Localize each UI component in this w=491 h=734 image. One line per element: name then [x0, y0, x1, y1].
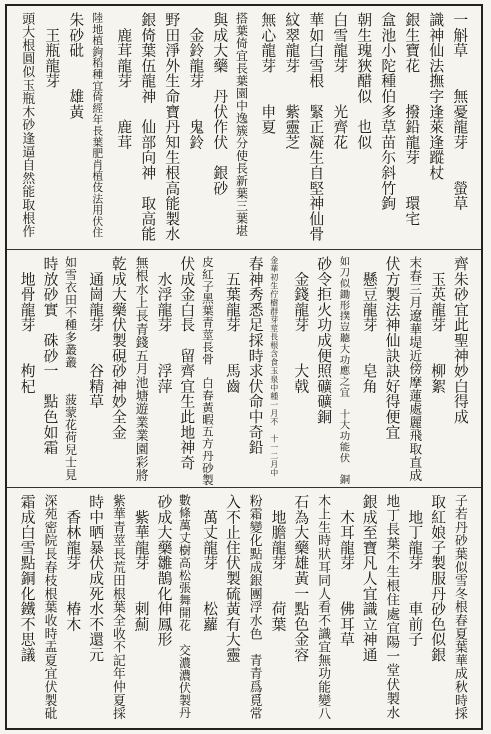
text-column: 子若丹砂葉似雪冬根春夏葉華成秋時採: [451, 494, 467, 721]
text-column: 華如白雪根 緊正凝生自堅神仙骨: [307, 12, 325, 242]
text-column: 入不止住伏製硫黃有大靈: [223, 494, 241, 663]
text-column: 萬丈龍芽 松蘿: [201, 494, 219, 632]
text-column: 銀成至寶凡人宜識立神通: [360, 494, 378, 663]
text-column: 朝生瑰狹醋似 也似: [355, 12, 373, 150]
text-column: 取紅娘子製服丹砂色似銀: [429, 494, 447, 663]
text-column: 與成大藥 丹伏作伏 銀砂: [211, 12, 229, 196]
text-column: 乾成大藥伏製硯砂神妙全金: [109, 256, 127, 440]
text-column: 地丁長葉不生根住處宜陽一堂伏製水: [383, 494, 400, 720]
text-column: 紫華龍芽 刺薊: [132, 494, 150, 632]
page-frame: [5, 4, 483, 730]
text-column: 霜成白雪點銅化鐵不思議: [18, 494, 36, 663]
text-column: 木耳龍芽 佛耳草: [337, 494, 355, 647]
text-column: 銀生寶花 撥鉛龍芽 環宅: [403, 12, 421, 227]
text-column: 搭葉倚宜長葉園中逸簇分使長新葉三葉堪: [234, 12, 249, 237]
text-column: 懸豆龍芽 皂角: [360, 256, 378, 394]
text-column: 紋翠龍芽 紫靈芝: [283, 12, 301, 150]
text-column: 朱砂砒 雄黃: [67, 12, 85, 120]
text-column: 粉霜變化點成銀團浮水色 青青爲覓常: [246, 494, 262, 721]
text-column: 王瓶龍芽: [43, 12, 61, 89]
text-column: 末春三月遼華堤近傍摩蓮處麗飛取直成: [406, 256, 422, 483]
text-column: 香林龍芽 椿木: [64, 494, 82, 632]
text-column: 伏成金白長 留齊宜生此地神奇: [178, 256, 196, 471]
text-column: 石為大藥雄黃一點色金容: [292, 494, 310, 663]
text-column: 盒池小陀種伯多草苗尓斜竹鉤: [379, 12, 397, 211]
text-column: 頭大根圓似玉瓶木砂逢逼自然能取根作: [19, 12, 35, 239]
text-column: 金錢龍芽 大戟: [292, 256, 310, 394]
text-column: 識神仙法撫字逢萊逢蹤杖: [427, 12, 445, 181]
text-column: 紫華青莖長荒田根葉全收不記年仲夏採: [109, 494, 125, 721]
text-column: 地骨龍芽 枸杞: [18, 256, 36, 394]
text-column: 陸地植鉤稻種宜倚經年長葉肥肖植伎法用伏住: [91, 12, 105, 238]
text-column: 春神秀悉足採時求伏命中奇鉛: [246, 256, 264, 455]
text-column: 野田淨外生命寶丹知生根高能製水: [163, 12, 181, 242]
text-column: 水浮龍芽 浮萍: [155, 256, 173, 394]
text-column: 皮紅子黑葉青莖長骨 白春黃暇五方丹砂製: [200, 256, 215, 486]
text-column: 玉英龍芽 柳絮: [429, 256, 447, 394]
text-column: 一斛草 無憂龍芽 螢草: [451, 12, 469, 211]
text-column: 時放砂實 硃砂一 點色如霜: [41, 256, 59, 455]
text-column: 伏方製法神仙訣訣好得便宜: [383, 256, 401, 440]
text-column: 鹿茸龍芽 鹿茸: [115, 12, 133, 150]
text-column: 木上生時狀耳同人看不識宜無功能變八: [315, 494, 331, 721]
text-column: 時中晒暴伏成死水不還元: [87, 494, 105, 663]
text-column: 地丁龍芽 車前子: [406, 494, 424, 647]
text-column: 齊朱砂宜此聖神妙白得成: [451, 256, 469, 425]
text-column: 數條萬丈樹高松張舞開花 交濃濃伏製丹: [177, 494, 192, 719]
text-column: 深苑密院長春枝根葉收時盂夏宜伏製砒: [41, 494, 57, 721]
register-1: [7, 6, 481, 248]
text-column: 如刀似鋤形撲豈聽大功應之宜 十大功能伏 銅: [337, 256, 350, 485]
text-column: 銀倚葉伍龍神 仙部向神 取高能: [139, 12, 157, 242]
text-column: 砂令拒火功成便照礦礦銅: [315, 256, 333, 425]
register-3: [7, 488, 481, 730]
text-column: 砂成大藥雛鵲化伸鳳形: [155, 494, 173, 647]
text-column: 無根水上長青錢五月池塘遊業業園彩將: [132, 256, 148, 483]
register-2: [7, 250, 481, 492]
text-column: 五葉龍芽 馬齒: [223, 256, 241, 394]
text-column: 如雪衣田不種多叢叢 菠蒙花荷兒士見: [63, 256, 78, 481]
text-column: 金鈴龍芽 鬼鈴: [187, 12, 205, 150]
text-column: 地膽龍芽 荷葉: [269, 494, 287, 632]
text-column: 白雪龍芽 光齊花: [331, 12, 349, 150]
text-column: 無心龍芽 申夏: [259, 12, 277, 135]
text-column: 通崗龍芽 谷精草: [87, 256, 105, 409]
text-column: 金華初生佇樹群芽莖長根含食玉泉中種一月不 十一二月中: [269, 256, 279, 477]
